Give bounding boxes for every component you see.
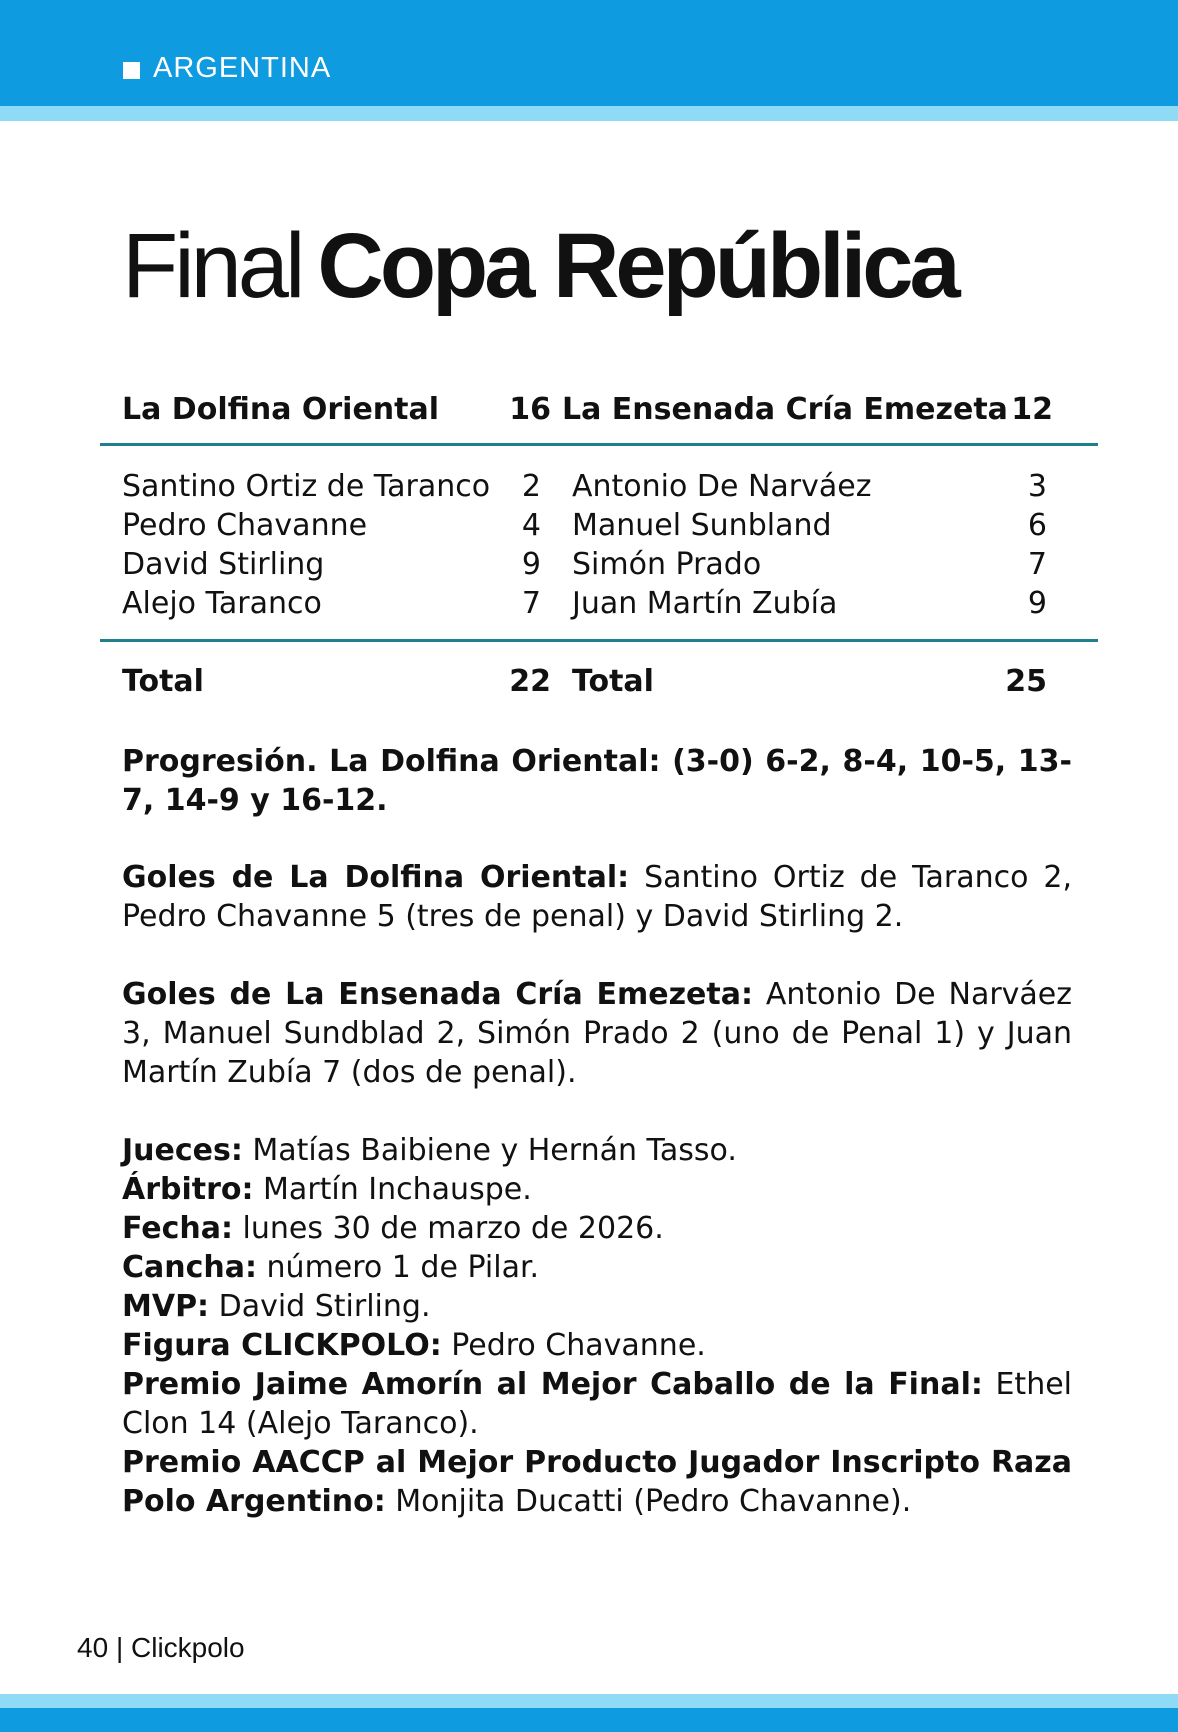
team-a-name: La Dolfina Oriental <box>122 392 440 427</box>
detail-arbitro <box>122 1170 1072 1209</box>
detail-text: Martín Inchauspe. <box>253 1172 532 1207</box>
player-a-1-name: Santino Ortiz de Taranco <box>122 469 491 504</box>
detail-label: Fecha: <box>122 1211 234 1246</box>
footer-stripe <box>0 1694 1178 1708</box>
player-a-4-name: Alejo Taranco <box>122 586 322 621</box>
team-b-name: La Ensenada Cría Emezeta <box>562 392 1008 427</box>
total-a-label: Total <box>122 664 204 699</box>
goals-team-a-label: Goles de La Dolfina Oriental: <box>122 860 630 895</box>
footer-bar <box>0 1708 1178 1732</box>
detail-label: Premio Jaime Amorín al Mejor Caballo de la Final: <box>122 1367 983 1402</box>
player-b-2-handicap: 6 <box>1027 508 1047 543</box>
player-a-2-name: Pedro Chavanne <box>122 508 368 543</box>
goals-team-b <box>122 975 1072 1092</box>
footer-brand: Clickpolo <box>131 1632 245 1663</box>
detail-text: Pedro Chavanne. <box>441 1328 706 1363</box>
player-b-3-handicap: 7 <box>1027 547 1047 582</box>
player-b-4-name: Juan Martín Zubía <box>572 586 838 621</box>
section-label: ARGENTINA <box>153 52 332 84</box>
detail-text: David Stirling. <box>209 1289 431 1324</box>
detail-label: Premio AACCP al Mejor Producto Jugador Inscripto Raza Polo Argentino: <box>122 1445 1072 1519</box>
player-a-3-handicap: 9 <box>521 547 541 582</box>
header-stripe <box>0 106 1178 121</box>
match-details <box>122 1131 1072 1521</box>
goals-team-a-text: Santino Ortiz de Taranco 2, Pedro Chavanne 5 (tres de penal) y David Stirling 2. <box>122 860 1073 934</box>
detail-text: Ethel Clon 14 (Alejo Taranco). <box>122 1367 1072 1441</box>
player-a-3-name: David Stirling <box>122 547 325 582</box>
total-a-value: 22 <box>509 664 551 699</box>
detail-jueces <box>122 1131 1072 1170</box>
divider-top <box>100 443 1098 446</box>
detail-label: Árbitro: <box>122 1172 254 1207</box>
page-title <box>122 216 957 316</box>
detail-cancha <box>122 1248 1072 1287</box>
total-b-label: Total <box>572 664 654 699</box>
title-light: Final <box>122 215 302 317</box>
detail-fecha <box>122 1209 1072 1248</box>
section-marker <box>123 62 140 79</box>
team-b-score: 12 <box>1011 392 1053 427</box>
player-a-4-handicap: 7 <box>521 586 541 621</box>
title-bold: Copa República <box>317 215 957 317</box>
detail-premio-aaccp <box>122 1443 1072 1521</box>
detail-text: Monjita Ducatti (Pedro Chavanne). <box>385 1484 912 1519</box>
total-b-value: 25 <box>1005 664 1047 699</box>
detail-label: Figura CLICKPOLO: <box>122 1328 442 1363</box>
player-b-4-handicap: 9 <box>1027 586 1047 621</box>
player-a-2-handicap: 4 <box>521 508 541 543</box>
footer-separator: | <box>115 1632 124 1663</box>
goals-team-b-label: Goles de La Ensenada Cría Emezeta: <box>122 977 753 1012</box>
detail-label: MVP: <box>122 1289 210 1324</box>
detail-text: Matías Baibiene y Hernán Tasso. <box>242 1133 737 1168</box>
player-b-1-name: Antonio De Narváez <box>572 469 872 504</box>
detail-figura <box>122 1326 1072 1365</box>
divider-bottom <box>100 639 1098 642</box>
goals-team-b-text: Antonio De Narváez 3, Manuel Sundblad 2, Simón Prado 2 (uno de Penal 1) y Juan Martín Zubía 7 (dos de penal). <box>122 977 1072 1090</box>
page-number: 40 <box>77 1632 109 1663</box>
goals-team-a <box>122 858 1072 936</box>
player-b-2-name: Manuel Sunbland <box>572 508 832 543</box>
team-a-score: 16 <box>509 392 551 427</box>
detail-mvp <box>122 1287 1072 1326</box>
detail-label: Cancha: <box>122 1250 257 1285</box>
detail-label: Jueces: <box>122 1133 243 1168</box>
progression: Progresión. La Dolfina Oriental: (3-0) 6-2, 8-4, 10-5, 13-7, 14-9 y 16-12. <box>122 744 1072 818</box>
player-b-1-handicap: 3 <box>1027 469 1047 504</box>
player-b-3-name: Simón Prado <box>572 547 762 582</box>
detail-text: número 1 de Pilar. <box>257 1250 540 1285</box>
detail-text: lunes 30 de marzo de 2026. <box>233 1211 664 1246</box>
detail-premio-caballo <box>122 1365 1072 1443</box>
player-a-1-handicap: 2 <box>521 469 541 504</box>
page-footer <box>77 1628 245 1668</box>
